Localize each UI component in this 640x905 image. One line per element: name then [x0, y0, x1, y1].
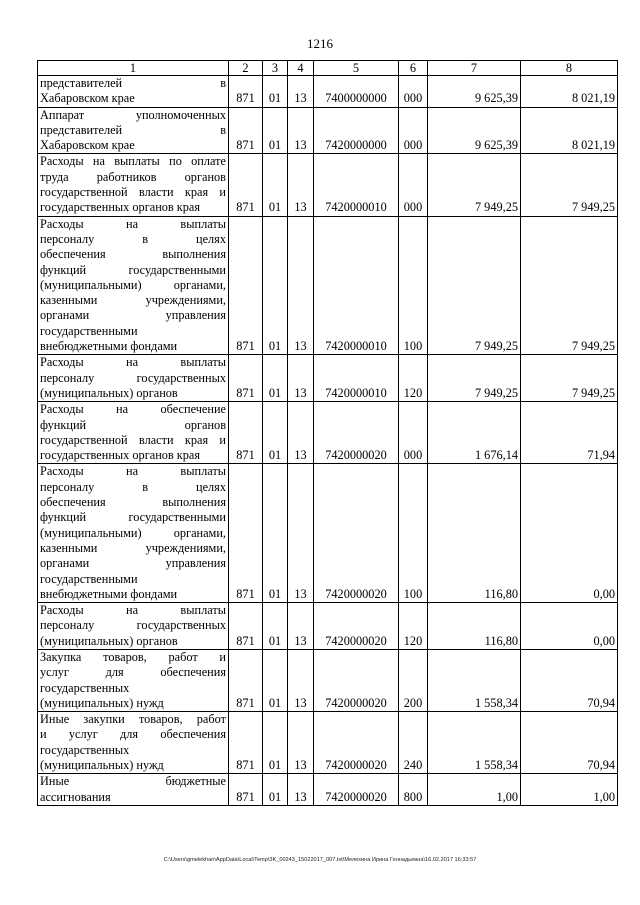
target-article-cell: 7420000010	[314, 154, 399, 216]
expense-name-cell	[38, 603, 229, 650]
expense-name-cell	[38, 76, 229, 108]
executed-amount-cell: 70,94	[521, 712, 618, 774]
column-header: 2	[229, 61, 263, 76]
subsection-code-cell: 13	[288, 402, 314, 464]
table-row	[38, 154, 618, 216]
executed-amount-cell: 0,00	[521, 603, 618, 650]
column-header: 5	[314, 61, 399, 76]
expense-name-line: (муниципальными) органами,	[40, 277, 226, 292]
chapter-code-cell: 871	[229, 464, 263, 603]
chapter-code-cell: 871	[229, 712, 263, 774]
chapter-code-cell: 871	[229, 603, 263, 650]
target-article-cell: 7420000020	[314, 774, 399, 806]
expense-name-line: внебюджетными фондами	[40, 586, 178, 601]
expense-name-line: обеспечения выполнения	[40, 247, 226, 262]
target-article-cell: 7400000000	[314, 76, 399, 108]
section-code-cell: 01	[263, 774, 288, 806]
expense-name-cell	[38, 774, 229, 806]
subsection-code-cell: 13	[288, 76, 314, 108]
target-article-cell: 7420000020	[314, 603, 399, 650]
expense-type-cell: 000	[399, 76, 428, 108]
chapter-code-cell: 871	[229, 76, 263, 108]
section-code-cell: 01	[263, 464, 288, 603]
executed-amount-cell: 8 021,19	[521, 107, 618, 154]
expense-type-cell: 120	[399, 603, 428, 650]
table-row	[38, 216, 618, 355]
subsection-code-cell: 13	[288, 107, 314, 154]
expense-name-line: казенными учреждениями,	[40, 293, 226, 308]
table-row	[38, 603, 618, 650]
section-code-cell: 01	[263, 216, 288, 355]
subsection-code-cell: 13	[288, 154, 314, 216]
planned-amount-cell: 7 949,25	[428, 154, 521, 216]
column-header: 8	[521, 61, 618, 76]
subsection-code-cell: 13	[288, 464, 314, 603]
expense-name-line: услуг для обеспечения	[40, 665, 226, 680]
column-header: 1	[38, 61, 229, 76]
target-article-cell: 7420000020	[314, 402, 399, 464]
subsection-code-cell: 13	[288, 216, 314, 355]
planned-amount-cell: 9 625,39	[428, 76, 521, 108]
expense-name-line: государственными	[40, 571, 138, 586]
chapter-code-cell: 871	[229, 355, 263, 402]
expense-name-line: (муниципальных) нужд	[40, 758, 164, 773]
executed-amount-cell: 71,94	[521, 402, 618, 464]
section-code-cell: 01	[263, 603, 288, 650]
planned-amount-cell: 1 558,34	[428, 712, 521, 774]
planned-amount-cell: 116,80	[428, 464, 521, 603]
expense-name-line: внебюджетными фондами	[40, 339, 178, 354]
expense-name-line: государственных	[40, 680, 130, 695]
table-row	[38, 76, 618, 108]
expense-name-line: органами управления	[40, 556, 226, 571]
table-row	[38, 774, 618, 806]
expense-name-line: государственных органов края	[40, 200, 201, 215]
chapter-code-cell: 871	[229, 154, 263, 216]
subsection-code-cell: 13	[288, 355, 314, 402]
executed-amount-cell: 70,94	[521, 649, 618, 711]
executed-amount-cell: 7 949,25	[521, 154, 618, 216]
column-header: 4	[288, 61, 314, 76]
subsection-code-cell: 13	[288, 649, 314, 711]
expense-name-cell	[38, 712, 229, 774]
expense-name-line: труда работников органов	[40, 169, 226, 184]
executed-amount-cell: 7 949,25	[521, 216, 618, 355]
chapter-code-cell: 871	[229, 649, 263, 711]
expense-name-line: государственных органов края	[40, 448, 201, 463]
expense-name-line: функций государственными	[40, 262, 226, 277]
expense-name-cell	[38, 402, 229, 464]
expense-type-cell: 100	[399, 216, 428, 355]
section-code-cell: 01	[263, 649, 288, 711]
expense-name-line: представителей в	[40, 76, 226, 90]
budget-table	[37, 60, 618, 806]
table-row	[38, 464, 618, 603]
executed-amount-cell: 1,00	[521, 774, 618, 806]
expense-name-line: Расходы на выплаты	[40, 355, 226, 370]
file-path-footer: C:\Users\gmelekhan\AppData\Local\Temp\3K_00243_15022017_007.txt\Мелехина Ирина Геннадьевна\16.02.2017 16:33:57	[163, 857, 477, 863]
column-header: 3	[263, 61, 288, 76]
expense-name-line: государственной власти края и	[40, 432, 226, 447]
planned-amount-cell: 7 949,25	[428, 355, 521, 402]
target-article-cell: 7420000020	[314, 649, 399, 711]
expense-name-line: Хабаровском крае	[40, 138, 135, 153]
expense-name-line: (муниципальных) органов	[40, 385, 178, 400]
section-code-cell: 01	[263, 355, 288, 402]
target-article-cell: 7420000000	[314, 107, 399, 154]
expense-name-line: государственными	[40, 323, 138, 338]
expense-name-line: Аппарат уполномоченных	[40, 107, 226, 122]
expense-name-line: Расходы на выплаты по оплате	[40, 154, 226, 169]
expense-type-cell: 100	[399, 464, 428, 603]
target-article-cell: 7420000010	[314, 355, 399, 402]
expense-name-cell	[38, 154, 229, 216]
expense-type-cell: 000	[399, 154, 428, 216]
expense-name-line: Хабаровском крае	[40, 91, 135, 106]
expense-type-cell: 800	[399, 774, 428, 806]
expense-name-line: Иные бюджетные	[40, 774, 226, 789]
expense-type-cell: 200	[399, 649, 428, 711]
target-article-cell: 7420000020	[314, 464, 399, 603]
expense-type-cell: 240	[399, 712, 428, 774]
planned-amount-cell: 1,00	[428, 774, 521, 806]
section-code-cell: 01	[263, 154, 288, 216]
expense-name-line: персоналу в целях	[40, 479, 226, 494]
table-row	[38, 355, 618, 402]
executed-amount-cell: 7 949,25	[521, 355, 618, 402]
planned-amount-cell: 116,80	[428, 603, 521, 650]
chapter-code-cell: 871	[229, 107, 263, 154]
expense-name-cell	[38, 355, 229, 402]
planned-amount-cell: 9 625,39	[428, 107, 521, 154]
expense-name-line: Закупка товаров, работ и	[40, 649, 226, 664]
subsection-code-cell: 13	[288, 712, 314, 774]
expense-name-line: Расходы на выплаты	[40, 603, 226, 618]
expense-name-line: персоналу государственных	[40, 370, 226, 385]
expense-name-cell	[38, 464, 229, 603]
expense-name-line: обеспечения выполнения	[40, 495, 226, 510]
section-code-cell: 01	[263, 107, 288, 154]
expense-name-line: Иные закупки товаров, работ	[40, 712, 226, 727]
expense-name-line: (муниципальными) органами,	[40, 525, 226, 540]
expense-name-line: ассигнования	[40, 789, 111, 804]
expense-name-line: функций органов	[40, 417, 226, 432]
section-code-cell: 01	[263, 402, 288, 464]
executed-amount-cell: 8 021,19	[521, 76, 618, 108]
chapter-code-cell: 871	[229, 774, 263, 806]
chapter-code-cell: 871	[229, 402, 263, 464]
expense-name-line: Расходы на выплаты	[40, 216, 226, 231]
expense-name-cell	[38, 107, 229, 154]
section-code-cell: 01	[263, 76, 288, 108]
expense-name-cell	[38, 649, 229, 711]
expense-name-line: функций государственными	[40, 510, 226, 525]
expense-name-line: и услуг для обеспечения	[40, 727, 226, 742]
expense-name-line: Расходы на выплаты	[40, 464, 226, 479]
expense-name-line: (муниципальных) органов	[40, 633, 178, 648]
expense-name-line: государственной власти края и	[40, 185, 226, 200]
target-article-cell: 7420000010	[314, 216, 399, 355]
table-row	[38, 712, 618, 774]
planned-amount-cell: 1 558,34	[428, 649, 521, 711]
expense-name-line: казенными учреждениями,	[40, 540, 226, 555]
expense-name-line: Расходы на обеспечение	[40, 402, 226, 417]
chapter-code-cell: 871	[229, 216, 263, 355]
column-header: 7	[428, 61, 521, 76]
subsection-code-cell: 13	[288, 603, 314, 650]
planned-amount-cell: 1 676,14	[428, 402, 521, 464]
expense-name-cell	[38, 216, 229, 355]
expense-type-cell: 000	[399, 402, 428, 464]
page-number: 1216	[307, 36, 333, 51]
expense-type-cell: 000	[399, 107, 428, 154]
expense-name-line: персоналу государственных	[40, 618, 226, 633]
executed-amount-cell: 0,00	[521, 464, 618, 603]
header-row	[38, 61, 618, 76]
target-article-cell: 7420000020	[314, 712, 399, 774]
expense-name-line: персоналу в целях	[40, 231, 226, 246]
expense-name-line: (муниципальных) нужд	[40, 695, 164, 710]
subsection-code-cell: 13	[288, 774, 314, 806]
expense-name-line: государственных	[40, 742, 130, 757]
expense-type-cell: 120	[399, 355, 428, 402]
table-row	[38, 402, 618, 464]
expense-name-line: органами управления	[40, 308, 226, 323]
table-row	[38, 649, 618, 711]
section-code-cell: 01	[263, 712, 288, 774]
column-header: 6	[399, 61, 428, 76]
table-row	[38, 107, 618, 154]
expense-name-line: представителей в	[40, 122, 226, 137]
planned-amount-cell: 7 949,25	[428, 216, 521, 355]
